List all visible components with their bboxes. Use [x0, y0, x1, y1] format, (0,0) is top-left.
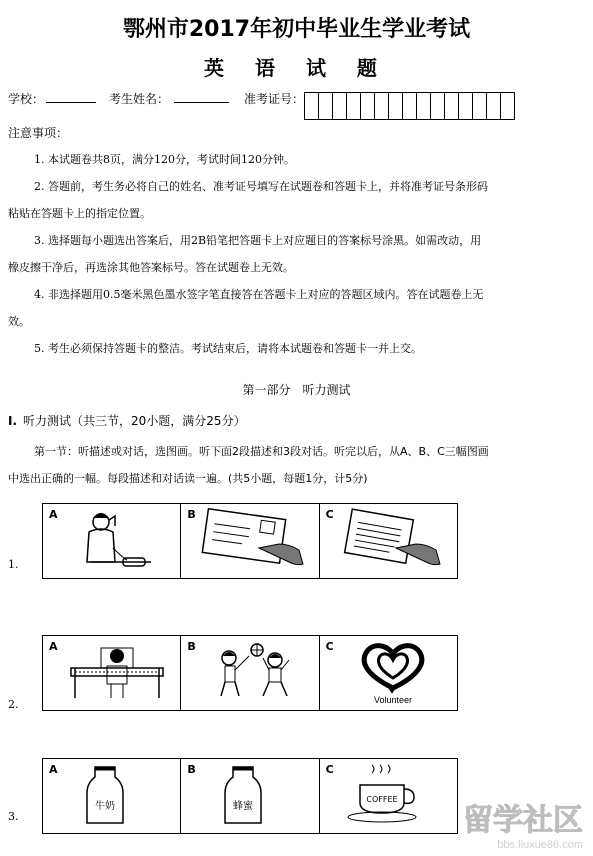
option-letter: B — [187, 763, 196, 776]
letter-writing-icon — [338, 508, 448, 574]
option-b[interactable] — [181, 759, 319, 833]
volunteer-text: Volunteer — [373, 695, 412, 705]
milk-bottle-icon — [61, 763, 171, 829]
option-a[interactable] — [43, 504, 181, 578]
exam-no-digit-box[interactable] — [472, 92, 487, 120]
question-number: 1. — [8, 558, 19, 571]
option-letter: A — [49, 640, 58, 653]
volunteer-logo-icon — [338, 640, 448, 706]
school-label: 学校： — [8, 92, 45, 106]
option-c[interactable] — [320, 636, 457, 710]
notice-item: 2. 答题前，考生务必将自己的姓名、准考证号填写在试题卷和答题卡上，并将准考证号条形码 — [34, 180, 488, 193]
option-letter: C — [325, 640, 334, 653]
option-b[interactable] — [181, 504, 319, 578]
question-number: 3. — [8, 810, 19, 823]
student-info-row — [8, 88, 588, 118]
option-letter: C — [325, 763, 334, 776]
exam-no-digit-box[interactable] — [430, 92, 445, 120]
question-3-options — [42, 758, 458, 834]
postcard-icon — [199, 508, 309, 574]
instruction-line: 中选出正确的一幅。每段描述和对话读一遍。(共5小题，每题1分，计5分) — [8, 472, 368, 485]
bottle-label: 牛奶 — [95, 801, 115, 812]
bottle-label: 蜂蜜 — [233, 801, 254, 812]
watermark — [415, 796, 585, 852]
question-1-options — [42, 503, 458, 579]
watermark-url: bbs.liuxue86.com — [497, 839, 583, 851]
exam-no-boxes[interactable] — [305, 92, 515, 120]
school-field[interactable] — [46, 102, 96, 103]
option-letter: B — [187, 508, 196, 521]
kids-basketball-icon — [199, 640, 309, 706]
notice-item: 4. 非选择题用0.5毫米黑色墨水签字笔直接答在答题卡上对应的答题区域内。答在试题卷上无 — [34, 288, 484, 301]
exam-no-digit-box[interactable] — [318, 92, 333, 120]
exam-no-digit-box[interactable] — [444, 92, 459, 120]
option-c[interactable] — [320, 504, 457, 578]
exam-no-digit-box[interactable] — [388, 92, 403, 120]
notice-item: 3. 选择题每小题选出答案后，用2B铅笔把答题卡上对应题目的答案标号涂黑。如需改动，用 — [34, 234, 482, 247]
option-b[interactable] — [181, 636, 319, 710]
exam-no-digit-box[interactable] — [360, 92, 375, 120]
notice-item: 橡皮擦干净后，再选涂其他答案标号。答在试题卷上无效。 — [8, 261, 294, 274]
section-title: 听力测试（共三节，20小题，满分25分） — [23, 414, 246, 428]
question-2-options — [42, 635, 458, 711]
exam-title: 鄂州市2017年初中毕业生学业考试 — [122, 17, 471, 42]
option-letter: A — [49, 508, 58, 521]
cup-text: COFFEE — [366, 795, 398, 804]
part-title: 第一部分 听力测试 — [242, 383, 351, 397]
exam-no-digit-box[interactable] — [346, 92, 361, 120]
notice-item: 粘贴在答题卡上的指定位置。 — [8, 207, 151, 220]
option-letter: C — [325, 508, 334, 521]
exam-subject: 英 语 试 题 — [204, 56, 389, 80]
name-label: 考生姓名： — [109, 92, 170, 106]
exam-no-digit-box[interactable] — [458, 92, 473, 120]
section-heading — [8, 412, 246, 429]
notice-item: 5. 考生必须保持答题卡的整洁。考试结束后，请将本试题卷和答题卡一并上交。 — [34, 342, 422, 355]
question-number: 2. — [8, 698, 19, 711]
exam-no-digit-box[interactable] — [416, 92, 431, 120]
instruction-line: 第一节：听描述或对话，选图画。听下面2段描述和3段对话。听完以后，从A、B、C三幅图画 — [34, 445, 489, 458]
piano-icon — [61, 640, 171, 706]
name-field[interactable] — [174, 102, 229, 103]
section-instructions — [8, 438, 580, 492]
exam-no-digit-box[interactable] — [332, 92, 347, 120]
watermark-text: 留学社区 — [463, 803, 583, 838]
phone-call-icon — [61, 508, 171, 574]
section-roman: I. — [8, 414, 18, 428]
option-a[interactable] — [43, 759, 181, 833]
option-letter: B — [187, 640, 196, 653]
notice-list — [8, 146, 580, 362]
notice-item: 1. 本试题卷共8页，满分120分，考试时间120分钟。 — [34, 153, 295, 166]
notice-heading: 注意事项： — [8, 126, 69, 140]
honey-bottle-icon — [199, 763, 309, 829]
exam-no-digit-box[interactable] — [304, 92, 319, 120]
notice-item: 效。 — [8, 315, 30, 328]
exam-no-digit-box[interactable] — [374, 92, 389, 120]
exam-no-digit-box[interactable] — [486, 92, 501, 120]
exam-no-digit-box[interactable] — [402, 92, 417, 120]
exam-no-label: 准考证号： — [244, 92, 305, 106]
option-letter: A — [49, 763, 58, 776]
option-a[interactable] — [43, 636, 181, 710]
exam-no-digit-box[interactable] — [500, 92, 515, 120]
